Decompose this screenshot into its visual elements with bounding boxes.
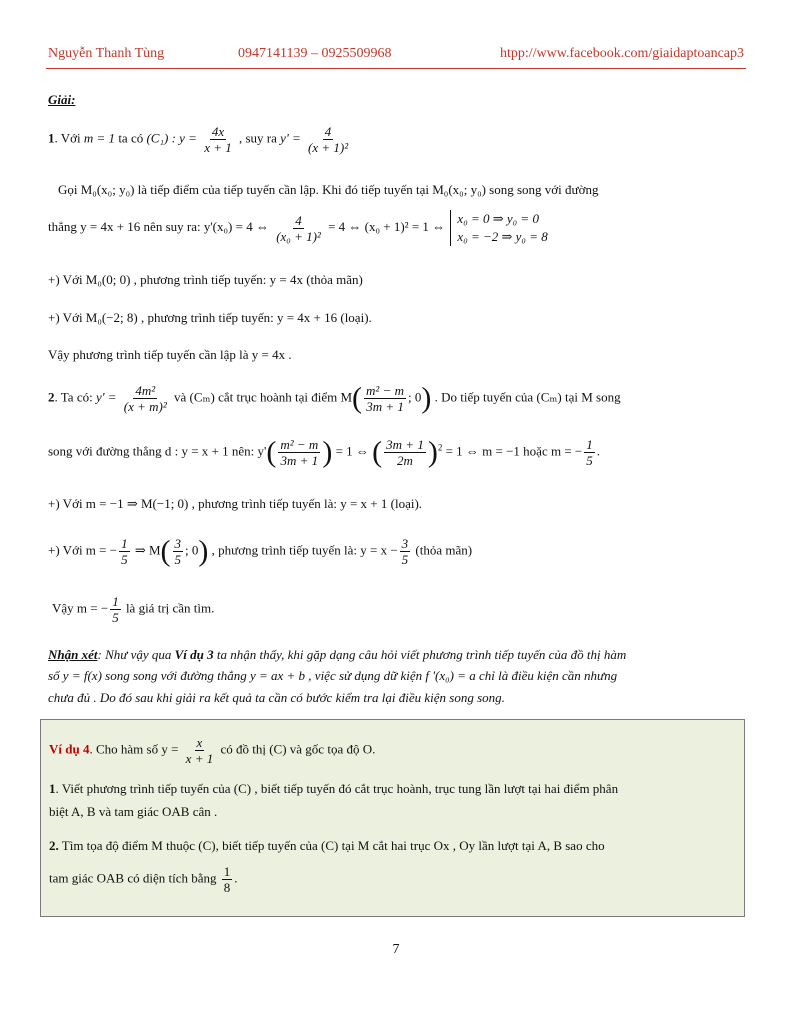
case-2: x₀ = −2 ⇒ y₀ = 8 [457,229,548,244]
text: và (Cₘ) cắt trục hoành tại điểm M [174,389,353,405]
solution-label: Giải: [48,92,76,107]
denominator: 5 [112,610,119,625]
numerator: 1 [586,437,593,452]
denominator: (x₀ + 1)² [276,228,321,244]
text: Vậy m = − [52,600,109,616]
denominator: x + 1 [185,751,214,766]
fraction [202,124,234,155]
fraction [119,536,130,567]
part1-number: 1 [48,130,55,146]
text: . Viết phương trình tiếp tuyến của (C) , biết tiếp tuyến đó cắt trục hoành, trục tung lần lượt tại hai điểm phân [55,781,619,796]
example-label: Ví dụ 4 [49,741,90,757]
case-bracket [450,210,547,246]
denominator: 8 [223,880,231,895]
text: có đồ thị (C) và gốc tọa độ O. [220,741,376,757]
numerator: m² − m [366,383,404,398]
remark-label: Nhận xét [48,647,98,662]
paren: ) [322,435,333,469]
paragraph-line [52,594,214,625]
numerator: 4m² [135,383,156,398]
fraction [110,594,121,625]
denominator: 3m + 1 [366,399,404,414]
numerator: 3 [401,536,409,551]
question-number: 2. [49,838,59,853]
math: y' = [280,130,301,146]
question-2-line [49,837,605,855]
text: = 1 ⇔ m = −1 hoặc m = − [445,443,583,459]
remark-line: chưa đủ . Do đó sau khi giải ra kết quả ta cần có bước kiểm tra lại điều kiện song song. [48,690,505,705]
fraction [384,437,426,468]
numerator: 4x [211,124,225,139]
paragraph-line: +) Với m = −1 ⇒ M(−1; 0) , phương trình tiếp tuyến là: y = x + 1 (loại). [48,496,423,511]
text: , phương trình tiếp tuyến là: y = x − [211,542,398,558]
text: . Ta có: [54,389,93,405]
fraction [364,383,406,414]
remark-line: số y = f(x) song song với đường thẳng y = ax + b , việc sử dụng dữ kiện f '(x₀) = a chỉ là điều kiện cần nhưng [48,668,618,683]
text: thẳng y = 4x + 16 nên suy ra: y'(x₀) = 4 ⇔ [48,218,269,234]
text: . Cho hàm số y = [89,741,179,757]
paragraph-line: +) Với M₀(0; 0) , phương trình tiếp tuyến: y = 4x (thỏa mãn) [48,272,363,287]
paren: ) [421,381,432,415]
numerator: x [196,735,203,750]
text: ⇒ M [134,542,161,558]
text: song với đường thẳng d : y = x + 1 nên: y' [48,443,267,459]
denominator: (x + 1)² [308,140,349,155]
text: Ví dụ 3 [174,647,214,662]
denominator: 5 [121,552,128,567]
example-line [49,735,375,766]
fraction [278,437,320,468]
math: m = 1 [83,130,116,146]
denominator: 5 [174,552,182,567]
part1-line [48,124,352,155]
header-divider [46,68,746,69]
question-1-line [49,780,618,798]
paragraph-line: Vậy phương trình tiếp tuyến cần lập là y = 4x . [48,347,292,362]
paragraph-line: song với đường thẳng d : y = x + 1 nên: y'( $\frac{\text{m² − m}}{3m + 1}$ ) = 1 ⇔ ( $\frac{3m + 1}{2m}$ )$^2$ = 1 ⇔ m = −1 hoặc m = − $\frac{1}{5}$ . [48,435,600,469]
numerator: 4 [295,212,302,228]
text: . [234,870,238,886]
text: (thỏa mãn) [415,542,473,558]
fraction [400,536,411,567]
paragraph-line [48,210,548,246]
fraction [274,213,323,244]
fraction [306,124,350,155]
part2-number: 2 [48,389,55,405]
text: ta có [118,130,144,146]
math: y' = [95,389,117,405]
text: là giá trị cần tìm. [125,600,215,616]
question-2-line [49,864,238,895]
paragraph-line: Gọi M₀(x₀; y₀) là tiếp điểm của tiếp tuyến cần lập. Khi đó tiếp tuyến tại M₀(x₀; y₀) song song với đường [58,182,599,197]
denominator: 3m + 1 [280,453,319,468]
paren: ) [198,534,209,568]
numerator: 3 [174,536,182,551]
text: +) Với m = − [48,542,118,558]
fraction [122,383,169,414]
header-author: Nguyễn Thanh Tùng [48,46,165,61]
text: . Do tiếp tuyến của (Cₘ) tại M song [434,389,621,405]
denominator: (x + m)² [123,399,167,414]
text: = 4 ⇔ (x₀ + 1)² = 1 ⇔ [328,218,446,234]
header-facebook-link[interactable]: htpp://www.facebook.com/giaidaptoancap3 [499,46,744,61]
denominator: 5 [401,552,409,567]
numerator: 1 [223,864,231,879]
question-number: 1 [49,781,56,796]
paren: ( [266,435,277,469]
math: (C₁) : y = [146,130,197,146]
fraction [222,864,233,895]
text: = 1 ⇔ [335,443,369,459]
header-phone: 0947141139 – 0925509968 [238,46,392,61]
page-number: 7 [392,942,400,957]
numerator: 1 [112,594,119,609]
paren: ) [427,435,438,469]
fraction [173,536,184,567]
question-1-line: biệt A, B và tam giác OAB cân . [49,804,218,819]
paragraph-line [48,536,472,567]
paragraph-line: +) Với M₀(−2; 8) , phương trình tiếp tuyến: y = 4x + 16 (loại). [48,310,372,325]
text: . Với [54,130,81,146]
denominator: 5 [586,453,593,468]
example-box [40,719,745,917]
text: Tìm tọa độ điểm M thuộc (C), biết tiếp tuyến của (C) tại M cắt hai trục Ox , Oy lần lượt tại A, B sao cho [58,838,605,853]
page-header [48,46,744,66]
fraction [184,735,216,766]
paren: ( [372,435,383,469]
numerator: 1 [121,536,128,551]
numerator: 4 [324,124,332,139]
text: ; 0 [408,389,422,405]
denominator: 2m [397,453,413,468]
numerator: 3m + 1 [386,437,424,452]
paren: ( [352,381,363,415]
text: tam giác OAB có diện tích bằng [49,870,217,886]
text: ta nhận thấy, khi gặp dạng câu hỏi viết phương trình tiếp tuyến của đồ thị hàm [216,647,627,662]
text: ; 0 [185,542,199,558]
paren: ( [160,534,171,568]
numerator: m² − m [280,437,319,452]
denominator: x + 1 [204,140,232,155]
part2-line [48,383,621,414]
fraction [584,437,595,468]
case-1: x₀ = 0 ⇒ y₀ = 0 [457,211,539,226]
text: , suy ra [239,130,277,146]
text: : Như vậy qua [97,647,172,662]
remark-line [48,646,626,664]
